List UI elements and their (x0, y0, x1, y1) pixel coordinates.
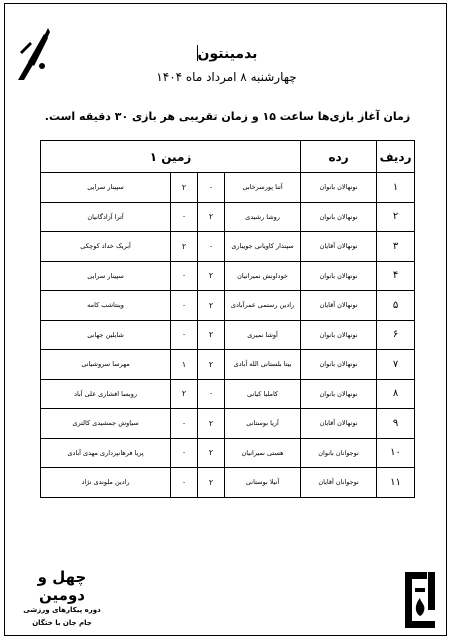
table-cell-player-a: آنیلا بوستانی (225, 468, 301, 498)
table-cell-player-a: آوشا نمیری (225, 320, 301, 350)
event-brand (18, 568, 106, 630)
table-cell-score-a: ۲ (198, 261, 225, 291)
brand-line-3: جام جان با ختگان (32, 619, 92, 627)
table-cell-player-b: روبسا افشاری علی آباد (41, 379, 171, 409)
table-cell-score-a: ۲ (198, 320, 225, 350)
table-row (41, 379, 415, 409)
table-cell-score-a: ۲ (198, 202, 225, 232)
table-cell-category: نونهالان آقایان (301, 232, 377, 262)
table-cell-player-a: بیتا بلستانی الله آبادی (225, 350, 301, 380)
header-index: ردیف (377, 141, 415, 173)
table-cell-score-b: ۰ (171, 468, 198, 498)
table-cell-category: نونهالان بانوان (301, 379, 377, 409)
table-cell-score-a: ۲ (198, 409, 225, 439)
table-cell-player-b: رادین ملوندی نژاد (41, 468, 171, 498)
table-cell-player-b: سیاوش جمشیدی کالتری (41, 409, 171, 439)
table-cell-score-b: ۰ (171, 409, 198, 439)
table-cell-score-a: ۰ (198, 232, 225, 262)
table-cell-player-b: وینتاشب کامه (41, 291, 171, 321)
table-cell-player-a: سپندار کاویانی جویباری (225, 232, 301, 262)
table-row (41, 438, 415, 468)
table-cell-score-b: ۰ (171, 320, 198, 350)
table-cell-player-a: هستی نمیرانیان (225, 438, 301, 468)
table-cell-score-b: ۲ (171, 379, 198, 409)
table-cell-player-b: سپینار سرایی (41, 261, 171, 291)
table-cell-score-a: ۲ (198, 438, 225, 468)
table-cell-category: نونهالان بانوان (301, 173, 377, 203)
table-cell-index: ۱۱ (377, 468, 415, 498)
table-header-row (41, 141, 415, 173)
table-cell-score-a: ۰ (198, 379, 225, 409)
table-row (41, 350, 415, 380)
table-cell-index: ۷ (377, 350, 415, 380)
table-cell-index: ۳ (377, 232, 415, 262)
table-cell-score-a: ۰ (198, 173, 225, 203)
header-category: رده (301, 141, 377, 173)
table-cell-score-a: ۲ (198, 291, 225, 321)
table-cell-index: ۱۰ (377, 438, 415, 468)
table-row (41, 468, 415, 498)
table-cell-category: نونهالان بانوان (301, 350, 377, 380)
table-cell-player-a: رادین رستمی عمرآبادی (225, 291, 301, 321)
table-cell-score-b: ۰ (171, 202, 198, 232)
schedule-note: زمان آغاز بازی‌ها ساعت ۱۵ و زمان تقریبی هر بازی ۳۰ دقیقه است. (44, 110, 411, 123)
table-cell-player-a: کاملیا کیانی (225, 379, 301, 409)
table-cell-score-b: ۱ (171, 350, 198, 380)
table-cell-player-b: آبریک خداد کوچکی (41, 232, 171, 262)
table-cell-category: نونهالان بانوان (301, 261, 377, 291)
table-cell-player-b: مهرسا سروشیانی (41, 350, 171, 380)
table-row (41, 232, 415, 262)
table-cell-score-b: ۲ (171, 232, 198, 262)
flame-logo-icon (403, 568, 437, 630)
table-cell-player-b: سپینار سرایی (41, 173, 171, 203)
table-cell-score-b: ۰ (171, 261, 198, 291)
table-cell-index: ۵ (377, 291, 415, 321)
table-cell-index: ۱ (377, 173, 415, 203)
match-schedule-table (40, 140, 415, 498)
table-cell-score-b: ۲ (171, 173, 198, 203)
table-cell-index: ۸ (377, 379, 415, 409)
table-cell-player-a: آتنا پورسرخابی (225, 173, 301, 203)
table-row (41, 173, 415, 203)
table-cell-category: نوجوانان بانوان (301, 438, 377, 468)
table-cell-player-a: خوداونش نمیرانیان (225, 261, 301, 291)
table-cell-category: نونهالان بانوان (301, 202, 377, 232)
table-cell-score-a: ۲ (198, 468, 225, 498)
table-cell-score-a: ۲ (198, 350, 225, 380)
table-cell-player-a: آریا بوستانی (225, 409, 301, 439)
table-row (41, 291, 415, 321)
table-cell-score-b: ۰ (171, 291, 198, 321)
table-cell-player-b: شایلین جهانی (41, 320, 171, 350)
table-cell-category: نوجوانان آقایان (301, 468, 377, 498)
table-cell-player-a: روشا رشیدی (225, 202, 301, 232)
table-cell-score-b: ۰ (171, 438, 198, 468)
table-cell-index: ۴ (377, 261, 415, 291)
brand-line-2: دوره پیکارهای ورزشی (23, 606, 101, 614)
table-cell-index: ۶ (377, 320, 415, 350)
brand-line-1: چهل و دومین (37, 568, 87, 604)
header-court: زمین ۱ (41, 141, 301, 173)
table-row (41, 409, 415, 439)
table-row (41, 202, 415, 232)
table-cell-player-b: پریا فرهانپرداری مهدی آبادی (41, 438, 171, 468)
table-row (41, 320, 415, 350)
table-cell-category: نونهالان بانوان (301, 320, 377, 350)
table-cell-index: ۹ (377, 409, 415, 439)
table-cell-category: نونهالان آقایان (301, 409, 377, 439)
table-row (41, 261, 415, 291)
table-cell-player-b: آترا آزادگانیان (41, 202, 171, 232)
event-date: چهارشنبه ۸ امرداد ماه ۱۴۰۴ (156, 70, 297, 84)
page-title: بدمینتون (197, 46, 258, 62)
table-cell-index: ۲ (377, 202, 415, 232)
table-cell-category: نونهالان آقایان (301, 291, 377, 321)
